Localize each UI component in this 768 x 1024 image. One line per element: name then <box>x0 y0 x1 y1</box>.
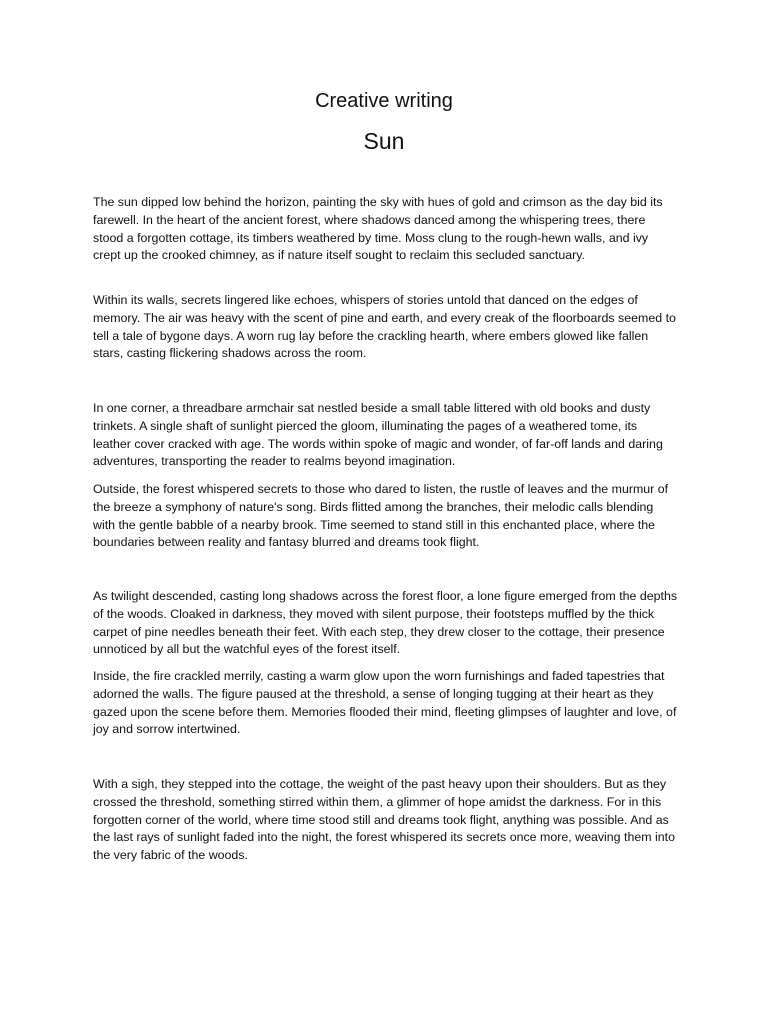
paragraph: Inside, the fire crackled merrily, casting a warm glow upon the worn furnishings and faded tapestries that adorned the walls. The figure paused at the threshold, a sense of longing tugging at their heart as they gazed upon the scene before them. Memories flooded their mind, fleeting glimpses of laughter and love, of joy and sorrow intertwined. <box>93 669 677 737</box>
document-subtitle: Sun <box>363 128 405 154</box>
paragraph: The sun dipped low behind the horizon, painting the sky with hues of gold and crimson as the day bid its farewell. In the heart of the ancient forest, where shadows danced among the whispering trees, there stood a forgotten cottage, its timbers weathered by time. Moss clung to the rough-hewn walls, and ivy crept up the crooked chimney, as if nature itself sought to reclaim this secluded sanctuary. <box>93 195 663 263</box>
document-title: Creative writing <box>315 90 453 112</box>
paragraph: With a sigh, they stepped into the cottage, the weight of the past heavy upon their shoulders. But as they crossed the threshold, something stirred within them, a glimmer of hope amidst the darkness. For in this forgotten corner of the world, where time stood still and dreams took flight, anything was possible. And as the last rays of sunlight faded into the night, the forest whispered its secrets once more, weaving them into the very fabric of the woods. <box>93 777 675 863</box>
paragraph: In one corner, a threadbare armchair sat nestled beside a small table littered with old books and dusty trinkets. A single shaft of sunlight pierced the gloom, illuminating the pages of a weathered tome, its leather cover cracked with age. The words within spoke of magic and wonder, of far-off lands and daring adventures, transporting the reader to realms beyond imagination. <box>93 401 663 469</box>
paragraph: Within its walls, secrets lingered like echoes, whispers of stories untold that danced on the edges of memory. The air was heavy with the scent of pine and earth, and every creak of the floorboards seemed to tell a tale of bygone days. A worn rug lay before the crackling hearth, where embers glowed like fallen stars, casting flickering shadows across the room. <box>93 293 676 361</box>
paragraph: As twilight descended, casting long shadows across the forest floor, a lone figure emerged from the depths of the woods. Cloaked in darkness, they moved with silent purpose, their footsteps muffled by the thick carpet of pine needles beneath their feet. With each step, they drew closer to the cottage, their presence unnoticed by all but the watchful eyes of the forest itself. <box>93 589 678 657</box>
paragraph: Outside, the forest whispered secrets to those who dared to listen, the rustle of leaves and the murmur of the breeze a symphony of nature's song. Birds flitted among the branches, their melodic calls blending with the gentle babble of a nearby brook. Time seemed to stand still in this enchanted place, where the boundaries between reality and fantasy blurred and dreams took flight. <box>93 482 669 550</box>
